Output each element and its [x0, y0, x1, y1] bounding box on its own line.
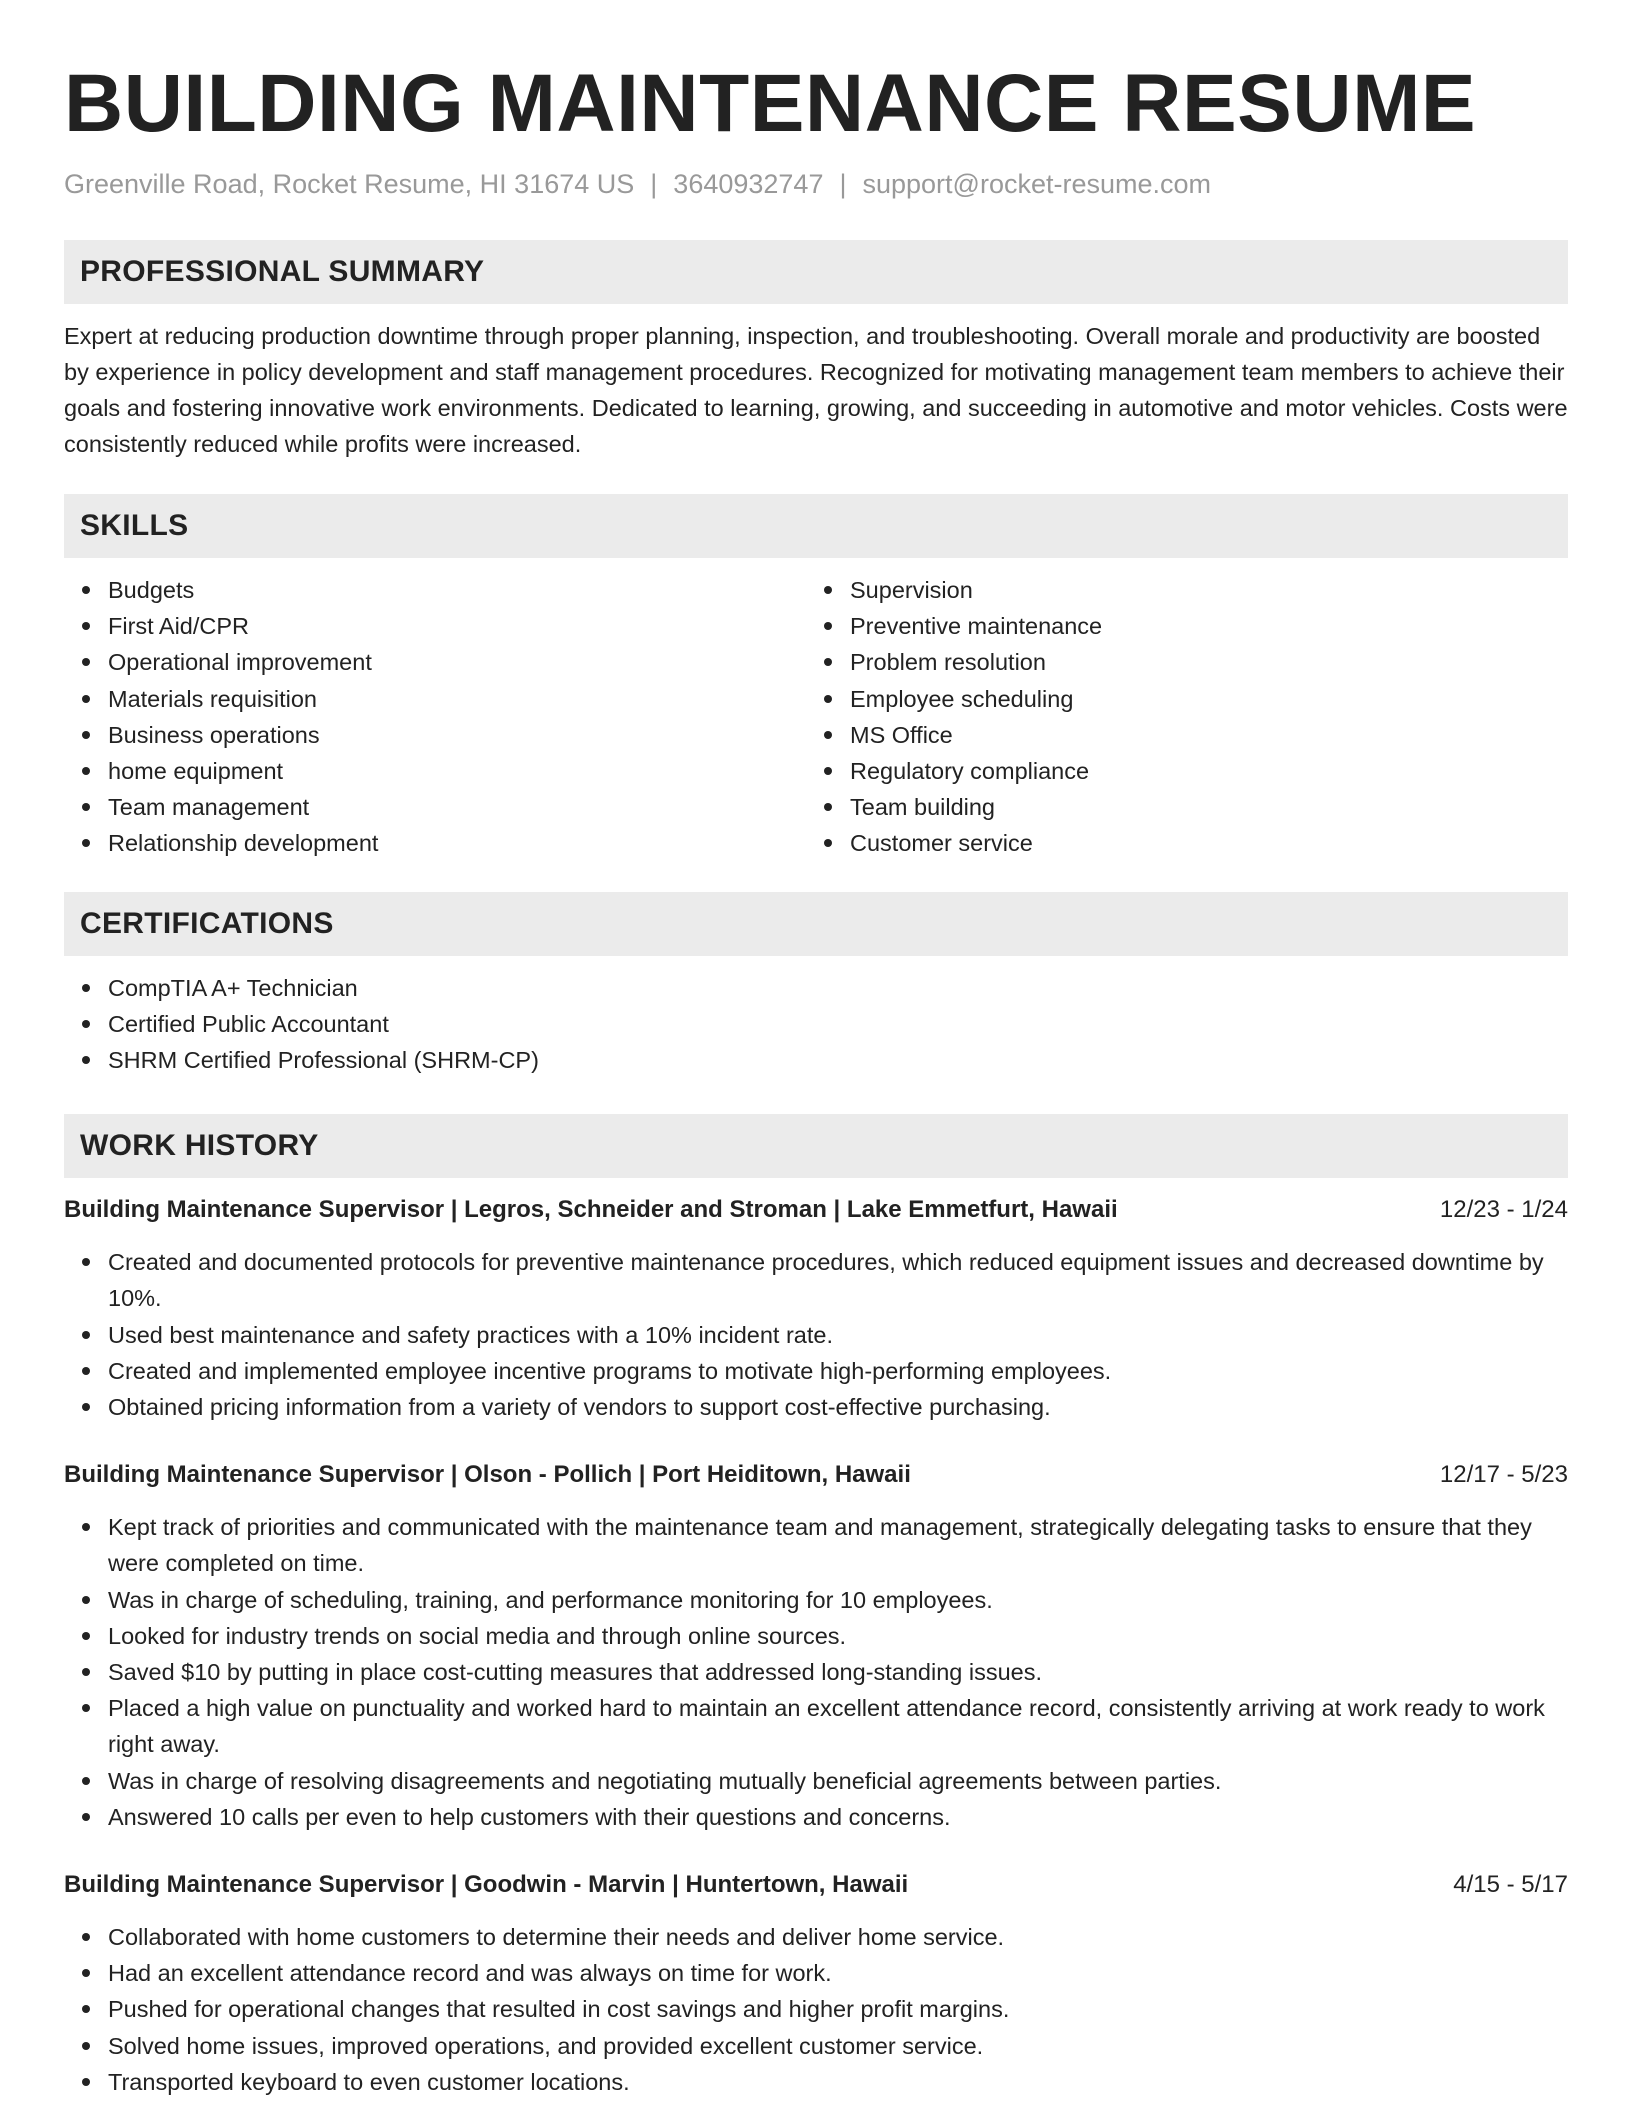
job-bullet: Kept track of priorities and communicated with the maintenance team and management, strategically delegating tasks to ensure that they were completed on time. [108, 1509, 1568, 1581]
job-bullet: Was in charge of scheduling, training, and performance monitoring for 10 employees. [108, 1582, 1568, 1618]
job-bullet: Saved $10 by putting in place cost-cutting measures that addressed long-standing issues. [108, 1654, 1568, 1690]
skill-item: MS Office [850, 717, 1548, 753]
skill-item: Relationship development [108, 825, 806, 861]
work-history-heading: WORK HISTORY [80, 1129, 319, 1163]
contact-separator: | [650, 169, 658, 199]
certification-item: SHRM Certified Professional (SHRM-CP) [108, 1042, 1568, 1078]
skills-header [64, 494, 1568, 558]
certification-item: CompTIA A+ Technician [108, 970, 1568, 1006]
skill-item: Problem resolution [850, 644, 1548, 680]
job-bullet: Answered 10 calls per even to help customers with their questions and concerns. [108, 1799, 1568, 1835]
job-bullet: Solved home issues, improved operations, and provided excellent customer service. [108, 2028, 1568, 2064]
job-dates: 12/23 - 1/24 [1439, 1196, 1568, 1224]
skill-item: home equipment [108, 753, 806, 789]
job-bullet: Created and documented protocols for preventive maintenance procedures, which reduced equipment issues and decreased downtime by 10%. [108, 1244, 1568, 1316]
certification-item: Certified Public Accountant [108, 1006, 1568, 1042]
skills-column-left [64, 572, 806, 862]
job-bullet: Looked for industry trends on social media and through online sources. [108, 1618, 1568, 1654]
skill-item: Team building [850, 789, 1548, 825]
job-header [64, 1867, 1568, 1903]
work-history-header [64, 1114, 1568, 1178]
skill-item: Business operations [108, 717, 806, 753]
skill-item: Employee scheduling [850, 681, 1548, 717]
job-entry [64, 1457, 1568, 1835]
resume-title: BUILDING MAINTENANCE RESUME [64, 58, 1477, 149]
job-header [64, 1192, 1568, 1228]
job-bullet: Pushed for operational changes that resulted in cost savings and higher profit margins. [108, 1991, 1568, 2027]
contact-address: Greenville Road, Rocket Resume, HI 31674 US [64, 169, 635, 199]
certifications-heading: CERTIFICATIONS [80, 906, 334, 940]
job-bullet: Transported keyboard to even customer locations. [108, 2064, 1568, 2100]
contact-line [64, 168, 1568, 200]
job-header [64, 1457, 1568, 1493]
job-bullets [64, 1509, 1568, 1835]
summary-text: Expert at reducing production downtime through proper planning, inspection, and troubleshooting. Overall morale and productivity are boosted by experience in policy development and staff management procedures. Recognized for motivating management team members to achieve their goals and fostering innovative work environments. Dedicated to learning, growing, and succeeding in automotive and motor vehicles. Costs were consistently reduced while profits were increased. [64, 323, 1568, 457]
resume-page [64, 0, 1568, 2100]
job-entry [64, 1867, 1568, 2100]
job-title: Building Maintenance Supervisor | Legros, Schneider and Stroman | Lake Emmetfurt, Hawaii [64, 1196, 1118, 1224]
skill-item: Operational improvement [108, 644, 806, 680]
summary-header [64, 240, 1568, 304]
skills-heading: SKILLS [80, 509, 189, 542]
skill-item: Materials requisition [108, 681, 806, 717]
job-bullet: Obtained pricing information from a variety of vendors to support cost-effective purchasing. [108, 1389, 1568, 1425]
skill-item: First Aid/CPR [108, 608, 806, 644]
contact-email[interactable]: support@rocket-resume.com [862, 169, 1212, 199]
skills-column-right [806, 572, 1548, 862]
job-bullet: Had an excellent attendance record and was always on time for work. [108, 1955, 1568, 1991]
job-entry [64, 1192, 1568, 1425]
job-bullets [64, 1919, 1568, 2100]
skill-item: Regulatory compliance [850, 753, 1548, 789]
job-title: Building Maintenance Supervisor | Goodwin - Marvin | Huntertown, Hawaii [64, 1871, 909, 1899]
job-bullet: Created and implemented employee incentive programs to motivate high-performing employees. [108, 1353, 1568, 1389]
certifications-header [64, 892, 1568, 956]
job-title: Building Maintenance Supervisor | Olson - Pollich | Port Heiditown, Hawaii [64, 1461, 911, 1489]
contact-separator: | [839, 169, 847, 199]
skill-item: Budgets [108, 572, 806, 608]
job-bullet: Collaborated with home customers to determine their needs and deliver home service. [108, 1919, 1568, 1955]
skills-section [64, 494, 1568, 862]
skills-grid [64, 572, 1568, 862]
job-dates: 4/15 - 5/17 [1453, 1871, 1568, 1899]
work-history-section [64, 1114, 1568, 2100]
job-bullets [64, 1244, 1568, 1425]
skill-item: Customer service [850, 825, 1548, 861]
contact-phone: 3640932747 [673, 169, 824, 199]
summary-section [64, 240, 1568, 462]
certifications-section [64, 892, 1568, 1079]
skill-item: Preventive maintenance [850, 608, 1548, 644]
certifications-list [64, 970, 1568, 1079]
skill-item: Team management [108, 789, 806, 825]
job-bullet: Placed a high value on punctuality and worked hard to maintain an excellent attendance record, consistently arriving at work ready to work right away. [108, 1690, 1568, 1762]
job-bullet: Was in charge of resolving disagreements and negotiating mutually beneficial agreements between parties. [108, 1763, 1568, 1799]
skill-item: Supervision [850, 572, 1548, 608]
job-dates: 12/17 - 5/23 [1439, 1461, 1568, 1489]
summary-heading: PROFESSIONAL SUMMARY [80, 255, 485, 288]
job-bullet: Used best maintenance and safety practices with a 10% incident rate. [108, 1317, 1568, 1353]
